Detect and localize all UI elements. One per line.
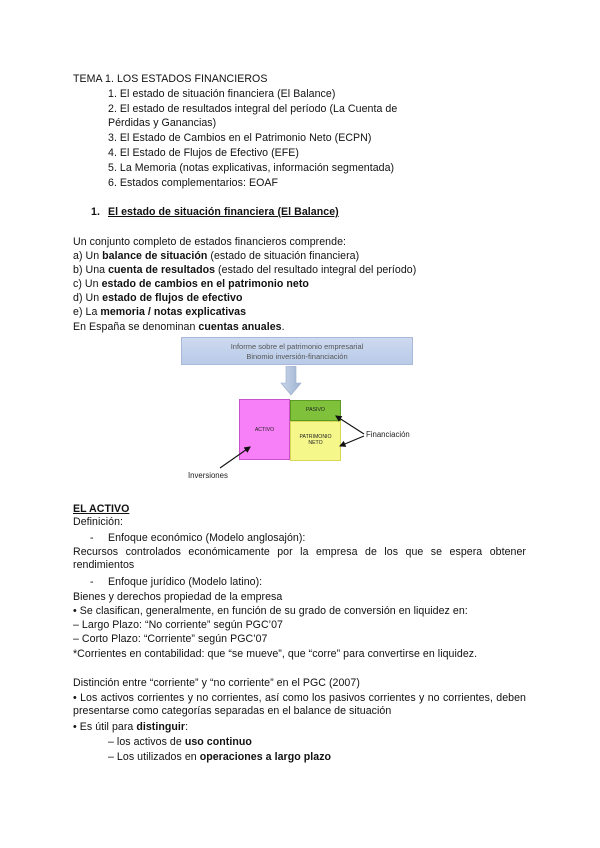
- diagram-banner: [181, 337, 413, 365]
- corrientes-note: *Corrientes en contabilidad: que “se mueve”, que “corre” para convertirse en liquidez.: [73, 648, 478, 660]
- diagram-banner-line-1: Informe sobre el patrimonio empresarial: [230, 342, 364, 351]
- operaciones-line: – Los utilizados en operaciones a largo plazo: [108, 751, 332, 763]
- activos-corrientes-paragraph: • Los activos corrientes y no corrientes, así como los pasivos corrientes y no corrientes, deben presentarse como categorías separadas en el balance de situación: [73, 692, 526, 717]
- bienes-line: Bienes y derechos propiedad de la empresa: [73, 591, 283, 603]
- toc-item-6: 6. Estados complementarios: EOAF: [108, 177, 278, 189]
- section-1-number: 1.: [91, 206, 100, 218]
- toc-item-4: 4. El Estado de Flujos de Efectivo (EFE): [108, 147, 300, 159]
- neto-label: NETO: [308, 440, 323, 446]
- list-item-a: a) Un balance de situación (estado de situación financiera): [73, 250, 360, 262]
- definicion-label: Definición:: [73, 516, 124, 528]
- list-item-b: b) Una cuenta de resultados (estado del resultado integral del período): [73, 264, 417, 276]
- list-item-d: d) Un estado de flujos de efectivo: [73, 292, 243, 304]
- intro-line: Un conjunto completo de estados financieros comprende:: [73, 236, 347, 248]
- financiacion-label: Financiación: [366, 430, 410, 439]
- down-arrow-icon: [280, 366, 302, 396]
- distincion-line: Distinción entre “corriente” y “no corriente” en el PGC (2007): [73, 677, 360, 689]
- cuentas-anuales-line: En España se denominan cuentas anuales.: [73, 321, 285, 333]
- enfoque-economico: Enfoque económico (Modelo anglosajón):: [108, 532, 306, 544]
- toc-item-1: 1. El estado de situación financiera (El Balance): [108, 88, 336, 100]
- doc-title: TEMA 1. LOS ESTADOS FINANCIEROS: [73, 73, 268, 85]
- uso-continuo-line: – los activos de uso continuo: [108, 736, 252, 748]
- enfoque-juridico: Enfoque jurídico (Modelo latino):: [108, 576, 263, 588]
- pasivo-box: [290, 400, 341, 421]
- patrimonio-neto-box: [290, 421, 341, 461]
- bullet-dash-1: -: [90, 532, 94, 544]
- inversiones-label: Inversiones: [188, 471, 228, 480]
- activo-heading: EL ACTIVO: [73, 503, 130, 515]
- activo-box: [239, 399, 290, 460]
- bullet-dash-2: -: [90, 576, 94, 588]
- clasifican-line: • Se clasifican, generalmente, en función de su grado de conversión en liquidez en:: [73, 605, 468, 617]
- recursos-paragraph: Recursos controlados económicamente por la empresa de los que se espera obtener rendimientos: [73, 546, 526, 571]
- toc-item-2: 2. El estado de resultados integral del período (La Cuenta de: [108, 103, 398, 115]
- list-item-c: c) Un estado de cambios en el patrimonio neto: [73, 278, 309, 290]
- activo-label: ACTIVO: [254, 427, 275, 433]
- largo-plazo-line: – Largo Plazo: “No corriente” según PGC’07: [73, 619, 283, 631]
- diagram-banner-line-2: Binomio inversión-financiación: [246, 352, 348, 361]
- toc-item-2-cont: Pérdidas y Ganancias): [108, 117, 217, 129]
- toc-item-5: 5. La Memoria (notas explicativas, información segmentada): [108, 162, 395, 174]
- pasivo-label: PASIVO: [306, 407, 325, 413]
- patrimonio-label: PATRIMONIO: [299, 434, 332, 440]
- corto-plazo-line: – Corto Plazo: “Corriente” según PGC’07: [73, 633, 268, 645]
- section-1-heading: El estado de situación financiera (El Balance): [108, 206, 339, 218]
- list-item-e: e) La memoria / notas explicativas: [73, 306, 247, 318]
- util-line: • Es útil para distinguir:: [73, 721, 189, 733]
- toc-item-3: 3. El Estado de Cambios en el Patrimonio Neto (ECPN): [108, 132, 372, 144]
